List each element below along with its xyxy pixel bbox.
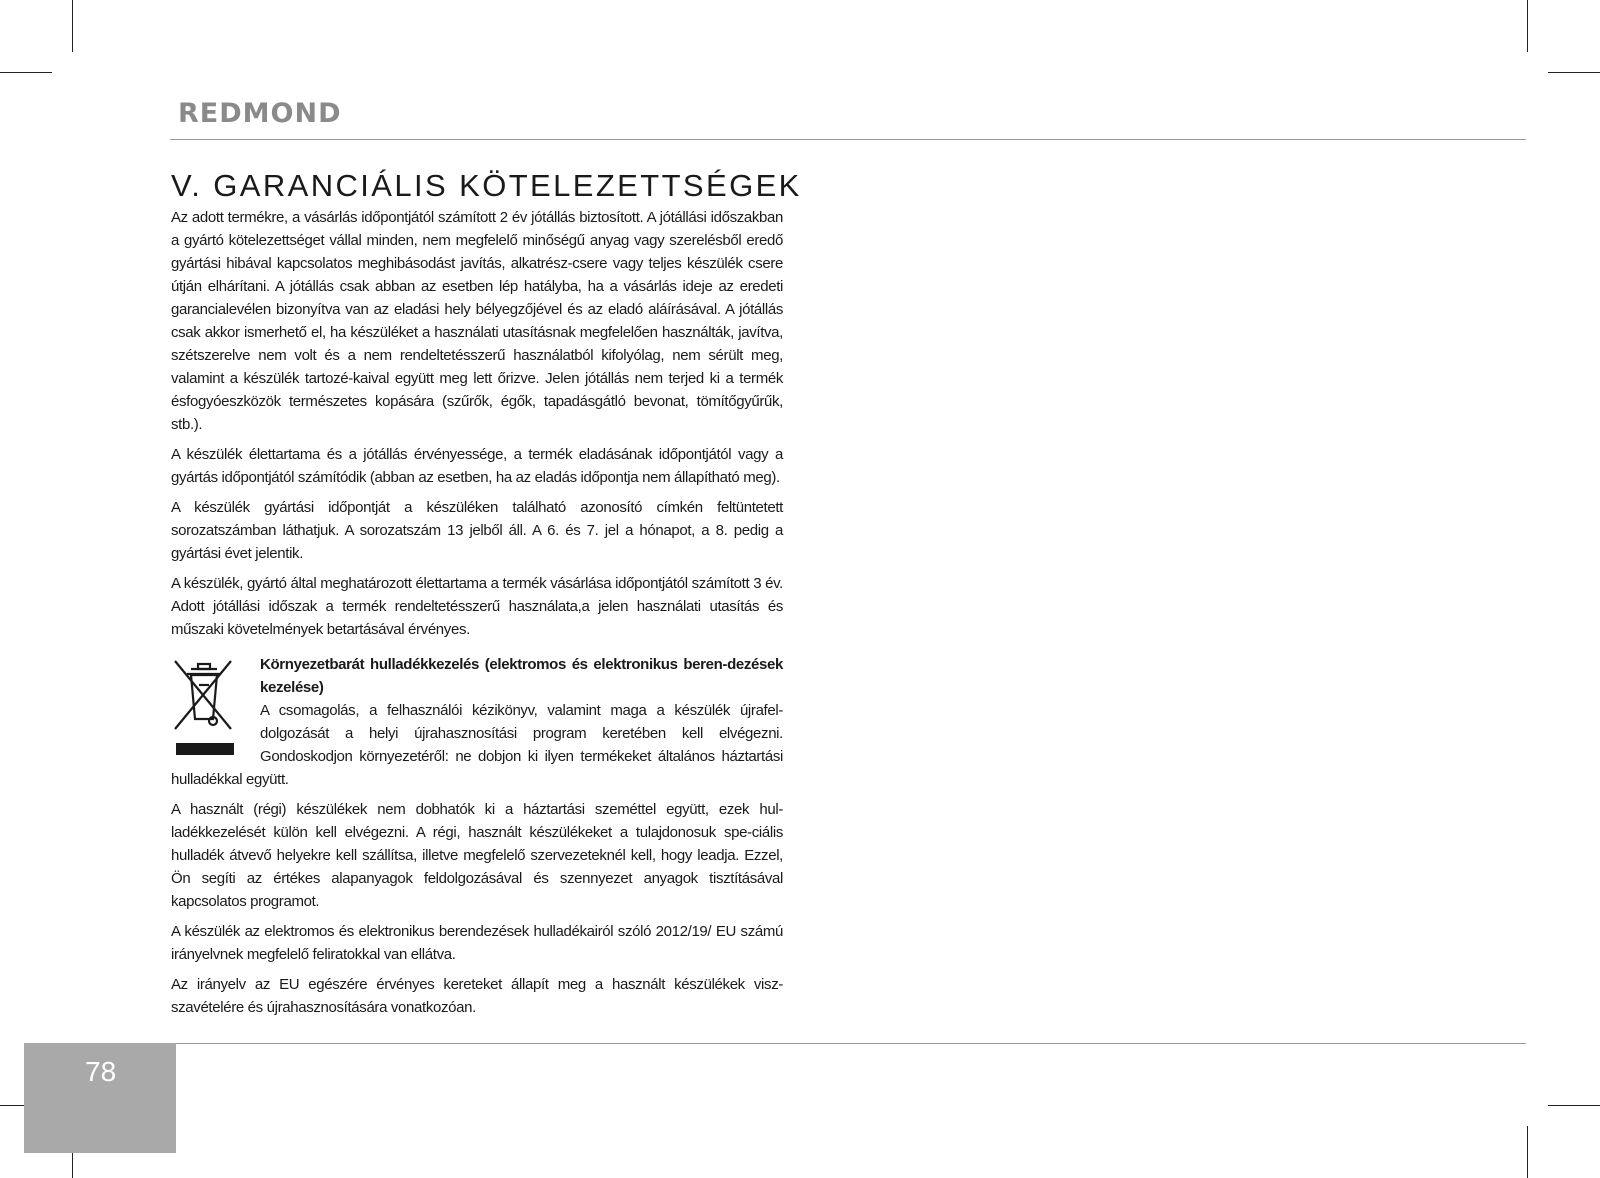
paragraph: Az irányelv az EU egészére érvényes kereteket állapít meg a használt készülékek visz-szavételére és újrahasznosítására vonatkozóan. [171,976,783,1016]
crop-mark [1548,1105,1600,1106]
paragraph: A készülék, gyártó által meghatározott élettartama a termék vásárlása időpontjától számított 3 év. Adott jótállási időszak a termék rendeltetésszerű használata,a jelen használati utasítás és műszaki követelmények betartásával érvényes. [171,575,783,638]
crop-mark [1527,1126,1528,1178]
crop-mark [1527,0,1528,52]
footer-divider [175,1043,1526,1044]
paragraph: A készülék gyártási időpontját a készüléken található azonosító címkén feltüntetett sorozatszámban láthatjuk. A sorozatszám 13 jelből áll. A 6. és 7. jel a hónapot, a 8. pedig a gyártási évet jelentik. [171,499,783,562]
paragraph: A készülék élettartama és a jótállás érvényessége, a termék eladásának időpontjától vagy a gyártás időpontjától számítódik (abban az esetben, ha az eladás időpontja nem állapítható meg). [171,446,783,486]
crop-mark [0,72,52,73]
crop-mark [72,0,73,52]
page-number: 78 [85,1056,117,1087]
eco-disposal-block [171,653,783,791]
header-divider [170,139,1526,140]
section-title: V. GARANCIÁLIS KÖTELEZETTSÉGEK [171,168,802,203]
paragraph: Az adott termékre, a vásárlás időpontjától számított 2 év jótállás biztosított. A jótállási időszakban a gyártó kötelezettséget vállal minden, nem megfelelő minőségű anyag vagy szerelésből eredő gyártási hibával kapcsolatos meghibásodást javítás, alkatrész-csere vagy teljes készülék csere útján elhárítani. A jótállás csak abban az esetben lép hatályba, ha a vásárlás ideje az eredeti garancialevélen bizonyítva van az eladási hely bélyegzőjével és az eladó aláírásával. A jótállás csak akkor ismerhető el, ha készüléket a használati utasításnak megfelelően használták, javítva, szétszerelve nem volt és a nem rendeltetésszerű használatból kifolyólag, nem sérült meg, valamint a készülék tartozé-kaival együtt meg lett őrizve. Jelen jótállás nem terjed ki a termék ésfogyóeszközök természetes kopására (szűrők, égők, tapadásgátló bevonat, tömítőgyűrűk, stb.). [171,209,783,433]
eco-heading: Környezetbarát hulladékkezelés (elektromos és elektronikus beren-dezések kezelése) [260,656,783,696]
warranty-section [171,168,802,1026]
eco-text: A csomagolás, a felhasználói kézikönyv, valamint maga a készülék újrafel-dolgozását a helyi újrahasznosítási program keretében kell elvégezni. Gondoskodjon környezetéről: ne dobjon ki ilyen termékeket általános háztartási hulladékkal együtt. [171,702,783,788]
crop-mark [1548,72,1600,73]
brand-logo: REDMOND [178,98,342,129]
crossed-out-wheelie-bin-icon [171,655,235,757]
paragraph: A készülék az elektromos és elektronikus berendezések hulladékairól szóló 2012/19/ EU számú irányelvnek megfelelő feliratokkal van ellátva. [171,923,783,963]
paragraph: A használt (régi) készülékek nem dobhatók ki a háztartási szeméttel együtt, ezek hul-ladékkezelését külön kell elvégezni. A régi, használt készülékeket a tulajdonosuk spe-ciális hulladék átvevő helyekre kell szállítsa, illetve megfelelő szervezeteknél kell, hogy leadja. Ezzel, Ön segíti az értékes alapanyagok feldolgozásával és szennyezet anyagok tisztításával kapcsolatos programot. [171,801,783,910]
